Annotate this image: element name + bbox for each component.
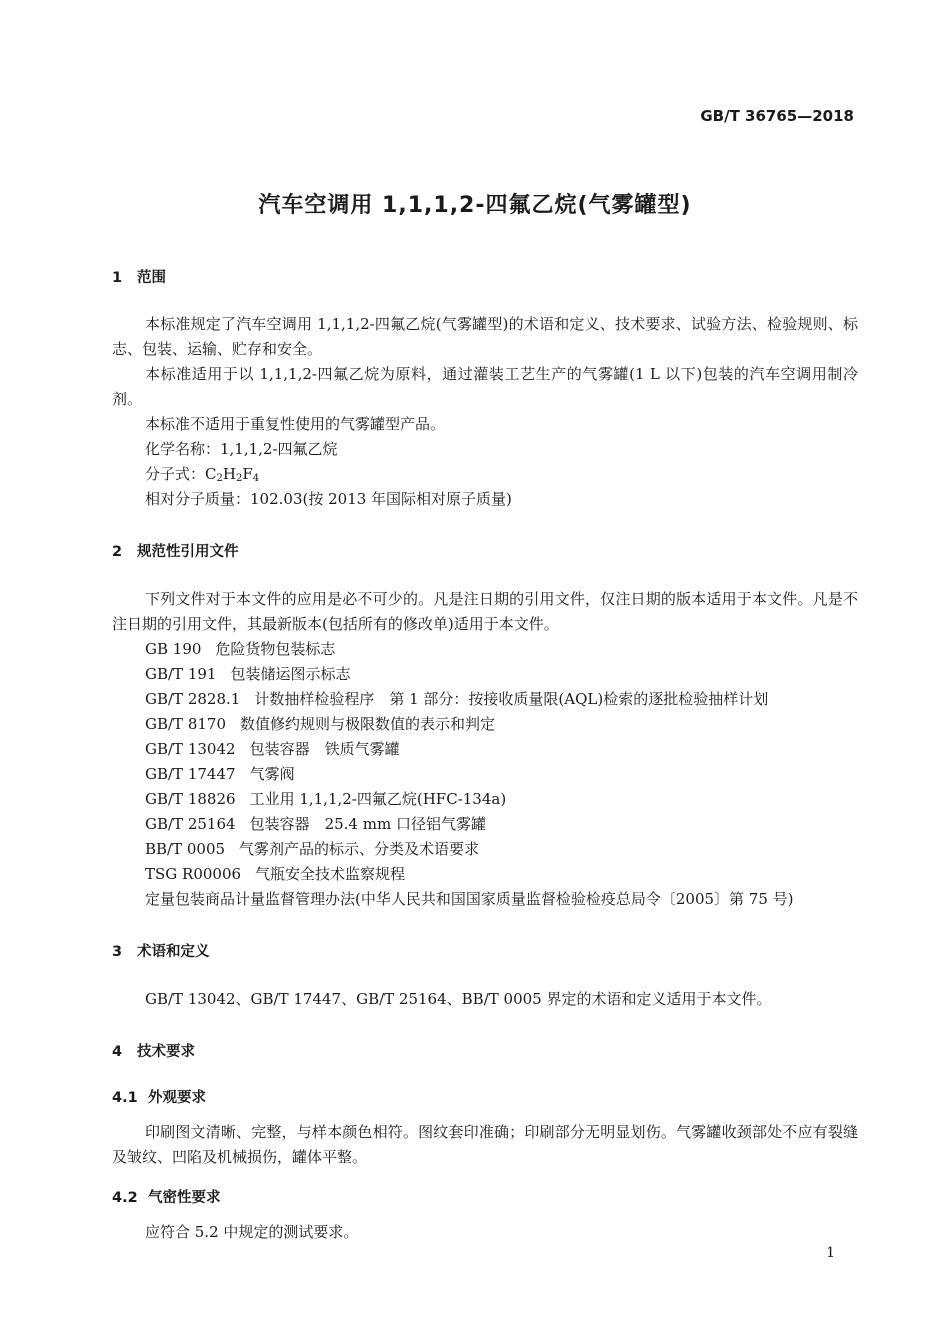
reference-item (145, 712, 495, 737)
reference-code: GB/T 25164 (145, 815, 236, 833)
reference-item (145, 787, 506, 812)
reference-title: 包装容器 铁质气雾罐 (249, 740, 400, 758)
reference-code: GB/T 18826 (145, 790, 236, 808)
section-2-heading (112, 540, 239, 561)
section-number: 4 (112, 1044, 123, 1060)
reference-item (145, 687, 768, 712)
section-number: 1 (112, 270, 123, 286)
reference-code: BB/T 0005 (145, 840, 226, 858)
reference-item (145, 862, 405, 887)
subsection-4-1-heading (112, 1086, 206, 1107)
reference-item (145, 762, 295, 787)
section-title: 技术要求 (137, 1044, 195, 1060)
subsection-title: 气密性要求 (148, 1190, 221, 1206)
relative-molecular-mass: 相对分子质量：102.03(按 2013 年国际相对原子质量) (145, 490, 512, 508)
reference-item (145, 637, 335, 662)
document-title: 汽车空调用 1,1,1,2-四氟乙烷(气雾罐型) (258, 193, 692, 218)
reference-item-regulation: 定量包装商品计量监督管理办法(中华人民共和国国家质量监督检验检疫总局令〔2005〕第 75 号) (145, 890, 794, 908)
reference-code: GB/T 13042 (145, 740, 236, 758)
page-number: 1 (826, 1245, 835, 1261)
reference-item (145, 812, 486, 837)
reference-title: 计数抽样检验程序 第 1 部分：按接收质量限(AQL)检索的逐批检验抽样计划 (254, 690, 769, 708)
subsection-number: 4.2 (112, 1190, 138, 1206)
reference-code: GB/T 191 (145, 665, 217, 683)
formula-subscript-h: 2 (235, 473, 243, 484)
reference-item (145, 737, 400, 762)
scope-paragraph-2: 本标准适用于以 1,1,1,2-四氟乙烷为原料，通过灌装工艺生产的气雾罐(1 L 以下)包装的汽车空调用制冷剂。 (112, 365, 858, 408)
reference-code: TSG R00006 (145, 865, 242, 883)
section-4-heading (112, 1040, 195, 1061)
reference-item (145, 662, 350, 687)
section-number: 3 (112, 944, 123, 960)
reference-title: 气雾剂产品的标示、分类及术语要求 (239, 840, 480, 858)
formula-subscript-c: 2 (216, 473, 223, 484)
reference-item (145, 837, 479, 862)
section-1-heading (112, 266, 166, 287)
formula-label: 分子式： (145, 465, 206, 483)
reference-title: 气瓶安全技术监察规程 (255, 865, 406, 883)
reference-code: GB 190 (145, 640, 202, 658)
airtightness-requirement-text: 应符合 5.2 中规定的测试要求。 (145, 1223, 359, 1241)
formula-subscript-f: 4 (252, 473, 260, 484)
chemical-name: 化学名称：1,1,1,2-四氟乙烷 (145, 440, 338, 458)
subsection-number: 4.1 (112, 1090, 138, 1106)
reference-title: 工业用 1,1,1,2-四氟乙烷(HFC-134a) (249, 790, 507, 808)
section-number: 2 (112, 544, 123, 560)
reference-title: 包装容器 25.4 mm 口径铝气雾罐 (249, 815, 486, 833)
standard-number: GB/T 36765—2018 (700, 107, 854, 125)
section-title: 术语和定义 (137, 944, 210, 960)
scope-paragraph-1: 本标准规定了汽车空调用 1,1,1,2-四氟乙烷(气雾罐型)的术语和定义、技术要求、试验方法、检验规则、标志、包装、运输、贮存和安全。 (112, 315, 858, 358)
reference-code: GB/T 8170 (145, 715, 227, 733)
formula-element-h: H (222, 465, 236, 483)
formula-element-f: F (242, 465, 253, 483)
reference-title: 数值修约规则与极限数值的表示和判定 (240, 715, 496, 733)
reference-title: 包装储运图示标志 (230, 665, 351, 683)
reference-title: 危险货物包装标志 (215, 640, 336, 658)
scope-paragraph-3: 本标准不适用于重复性使用的气雾罐型产品。 (145, 415, 446, 433)
subsection-4-2-heading (112, 1186, 221, 1207)
reference-code: GB/T 17447 (145, 765, 236, 783)
section-title: 范围 (137, 270, 166, 286)
reference-code: GB/T 2828.1 (145, 690, 241, 708)
reference-title: 气雾阀 (249, 765, 295, 783)
section-title: 规范性引用文件 (137, 544, 239, 560)
appearance-requirement-text: 印刷图文清晰、完整，与样本颜色相符。图纹套印准确；印刷部分无明显划伤。气雾罐收颈部处不应有裂缝及皱纹、凹陷及机械损伤，罐体平整。 (112, 1123, 858, 1166)
subsection-title: 外观要求 (148, 1090, 206, 1106)
terms-definitions-text: GB/T 13042、GB/T 17447、GB/T 25164、BB/T 0005 界定的术语和定义适用于本文件。 (145, 990, 772, 1008)
normative-references-intro: 下列文件对于本文件的应用是必不可少的。凡是注日期的引用文件，仅注日期的版本适用于本文件。凡是不注日期的引用文件，其最新版本(包括所有的修改单)适用于本文件。 (112, 590, 858, 633)
section-3-heading (112, 940, 210, 961)
formula-element-c: C (205, 465, 217, 483)
